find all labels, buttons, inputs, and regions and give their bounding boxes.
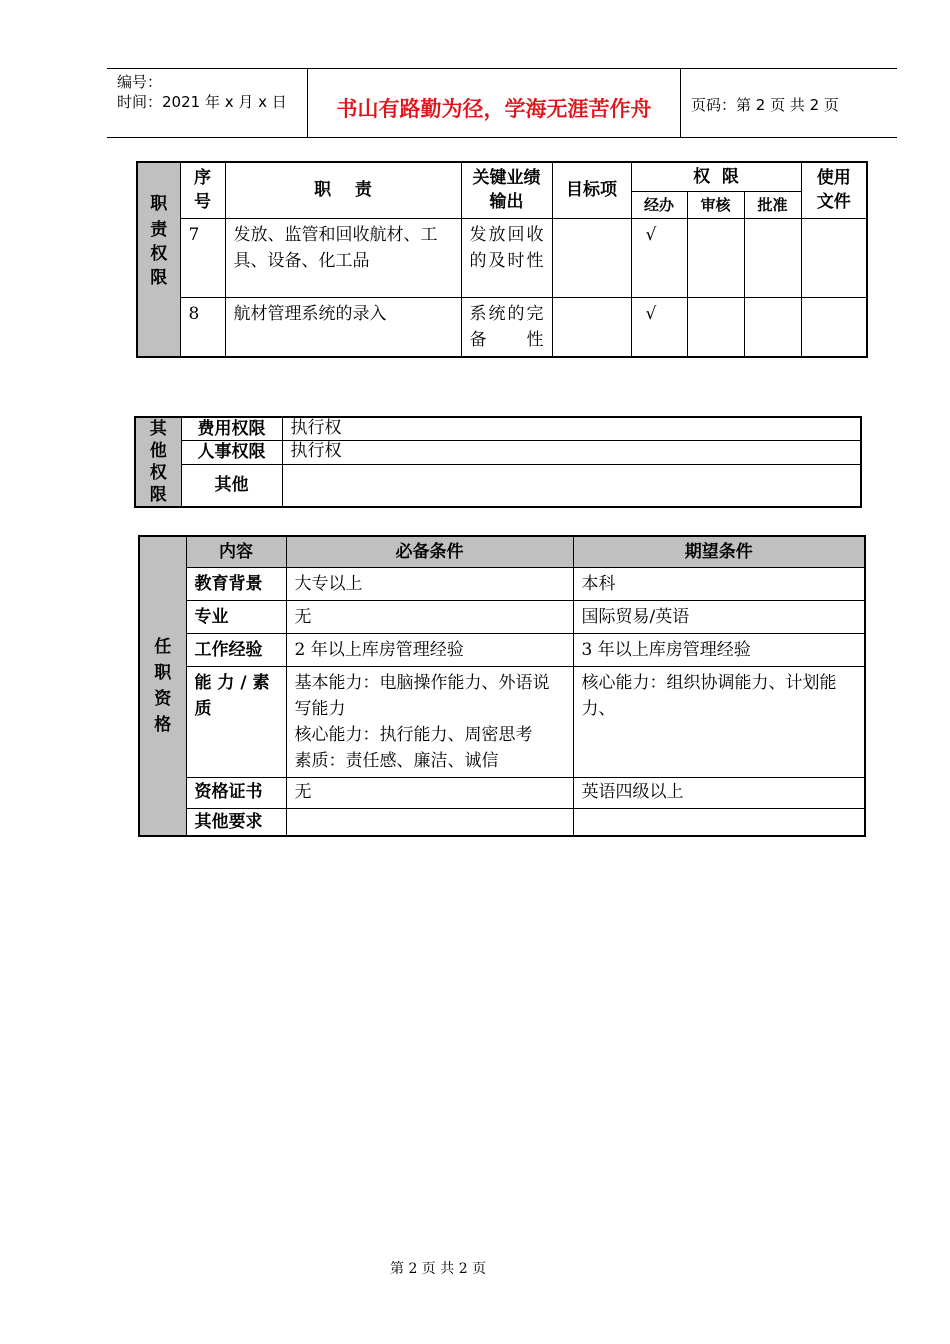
row-approve xyxy=(744,218,801,297)
col-review: 审核 xyxy=(687,191,744,218)
row-required: 大专以上 xyxy=(286,567,573,600)
row-value xyxy=(282,464,861,507)
row-desired: 本科 xyxy=(573,567,865,600)
row-duty: 航材管理系统的录入 xyxy=(225,297,461,357)
row-handle: √ xyxy=(631,218,687,297)
col-output: 关键业绩输出 xyxy=(461,162,552,218)
row-desired: 国际贸易/英语 xyxy=(573,600,865,633)
table-row xyxy=(139,777,865,808)
row-label: 其他 xyxy=(181,464,282,507)
col-target: 目标项 xyxy=(552,162,631,218)
qualifications-section-label: 任职资格 xyxy=(139,536,186,836)
col-seq: 序号 xyxy=(180,162,225,218)
row-required xyxy=(286,808,573,836)
row-desired: 核心能力：组织协调能力、计划能力、 xyxy=(573,666,865,777)
col-authority: 权 限 xyxy=(631,162,801,191)
table-row xyxy=(135,417,861,441)
qualifications-table xyxy=(138,535,866,837)
row-docs xyxy=(801,218,867,297)
row-label: 工作经验 xyxy=(186,633,286,666)
row-value: 执行权 xyxy=(282,441,861,465)
duties-section-label: 责 权 限 xyxy=(137,218,180,357)
page-footer: 第 2 页 共 2 页 xyxy=(390,1261,487,1277)
table-row xyxy=(139,567,865,600)
col-content: 内容 xyxy=(186,536,286,567)
row-required: 无 xyxy=(286,777,573,808)
col-required: 必备条件 xyxy=(286,536,573,567)
row-seq: 7 xyxy=(180,218,225,297)
row-seq: 8 xyxy=(180,297,225,357)
page-label: 页码：第 2 页 共 2 页 xyxy=(691,96,839,114)
row-target xyxy=(552,218,631,297)
table-row xyxy=(135,441,861,465)
row-review xyxy=(687,297,744,357)
motto: 书山有路勤为径，学海无涯苦作舟 xyxy=(336,97,652,121)
time-label: 时间：2021 年 x 月 x 日 xyxy=(117,93,287,111)
row-required: 无 xyxy=(286,600,573,633)
col-duty: 职 责 xyxy=(225,162,461,218)
row-desired: 英语四级以上 xyxy=(573,777,865,808)
table-row xyxy=(135,464,861,507)
row-docs xyxy=(801,297,867,357)
row-label: 能 力 / 素 质 xyxy=(186,666,286,777)
col-approve: 批准 xyxy=(744,191,801,218)
duties-table xyxy=(136,161,868,358)
row-output: 系统的完备性 xyxy=(461,297,552,357)
row-required: 2 年以上库房管理经验 xyxy=(286,633,573,666)
other-authority-table xyxy=(134,416,862,508)
row-output: 发放回收的及时性 xyxy=(461,218,552,297)
row-approve xyxy=(744,297,801,357)
col-desired: 期望条件 xyxy=(573,536,865,567)
table-row xyxy=(139,666,865,777)
header-meta xyxy=(107,69,308,137)
row-label: 费用权限 xyxy=(181,417,282,441)
table-header-row xyxy=(139,536,865,567)
row-duty: 发放、监管和回收航材、工具、设备、化工品 xyxy=(225,218,461,297)
duties-section-label-top: 职 xyxy=(137,162,180,218)
col-handle: 经办 xyxy=(631,191,687,218)
table-row xyxy=(139,600,865,633)
row-required: 基本能力：电脑操作能力、外语说写能力 核心能力：执行能力、周密思考 素质：责任感、廉洁、诚信 xyxy=(286,666,573,777)
row-desired: 3 年以上库房管理经验 xyxy=(573,633,865,666)
header-page-cell xyxy=(681,69,897,137)
code-label: 编号： xyxy=(117,73,163,91)
row-label: 人事权限 xyxy=(181,441,282,465)
other-authority-section-label: 其他权限 xyxy=(135,417,181,507)
row-label: 专业 xyxy=(186,600,286,633)
table-row xyxy=(137,218,867,297)
table-row xyxy=(139,633,865,666)
row-value: 执行权 xyxy=(282,417,861,441)
table-row xyxy=(139,808,865,836)
table-row xyxy=(137,297,867,357)
row-review xyxy=(687,218,744,297)
row-desired xyxy=(573,808,865,836)
row-label: 其他要求 xyxy=(186,808,286,836)
row-label: 教育背景 xyxy=(186,567,286,600)
row-handle: √ xyxy=(631,297,687,357)
row-target xyxy=(552,297,631,357)
col-docs: 使用文件 xyxy=(801,162,867,218)
header-motto-cell xyxy=(308,69,681,137)
page-header xyxy=(107,68,897,138)
row-label: 资格证书 xyxy=(186,777,286,808)
